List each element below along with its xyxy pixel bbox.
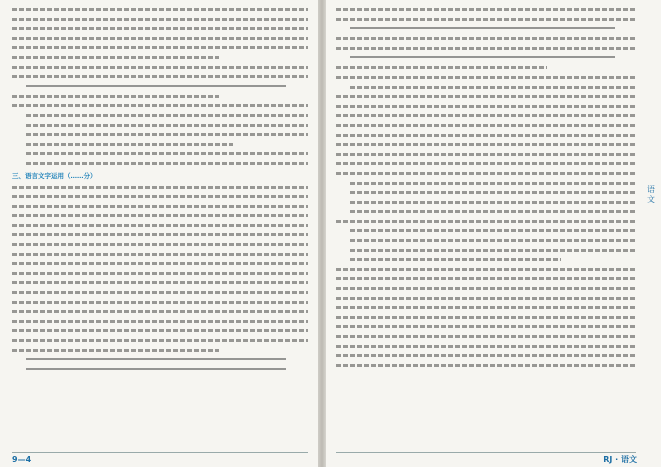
text-line — [336, 335, 637, 338]
text-line — [336, 354, 637, 357]
text-line — [12, 104, 308, 107]
text-line — [336, 306, 637, 309]
text-line — [12, 272, 308, 275]
text-line — [12, 27, 308, 30]
text-line — [26, 133, 308, 136]
text-line — [12, 186, 308, 189]
text-line — [26, 152, 308, 155]
text-line — [12, 262, 308, 265]
text-line — [12, 310, 308, 313]
text-line — [336, 105, 637, 108]
text-line — [12, 195, 308, 198]
text-line — [12, 253, 308, 256]
text-line — [12, 349, 219, 352]
text-line — [12, 18, 308, 21]
text-line — [350, 201, 637, 204]
text-line — [12, 66, 308, 69]
text-line — [336, 47, 637, 50]
answer-blank — [26, 368, 286, 370]
text-line — [336, 18, 637, 21]
text-line — [336, 114, 637, 117]
text-line — [336, 162, 637, 165]
text-line — [336, 316, 637, 319]
text-line — [350, 258, 561, 261]
text-line — [336, 268, 637, 271]
text-line — [336, 325, 637, 328]
text-line — [12, 339, 308, 342]
footer-rule — [336, 452, 636, 453]
text-line — [350, 210, 637, 213]
text-line — [336, 66, 547, 69]
page-number: 9—4 — [12, 455, 32, 464]
text-line — [12, 320, 308, 323]
text-line — [336, 345, 637, 348]
text-line — [12, 243, 308, 246]
text-line — [12, 233, 308, 236]
book-spine — [318, 0, 326, 467]
text-line — [336, 134, 637, 137]
text-line — [12, 95, 219, 98]
side-tab-label: 语文 — [647, 185, 655, 204]
text-line — [26, 114, 308, 117]
section-heading: 三、语言文字运用（……分） — [12, 171, 97, 180]
answer-blank — [26, 358, 286, 360]
text-line — [350, 229, 637, 232]
text-line — [336, 124, 637, 127]
left-page — [0, 0, 318, 467]
text-line — [26, 124, 308, 127]
page-footer-label: RJ · 语文 — [603, 455, 637, 464]
text-line — [26, 143, 233, 146]
text-line — [12, 8, 308, 11]
text-line — [12, 281, 308, 284]
text-line — [12, 329, 308, 332]
text-line — [336, 297, 637, 300]
answer-blank — [26, 85, 286, 87]
right-page — [326, 0, 661, 467]
text-line — [12, 301, 308, 304]
text-line — [336, 95, 637, 98]
text-line — [12, 291, 308, 294]
text-line — [350, 86, 637, 89]
text-line — [12, 214, 308, 217]
text-line — [12, 37, 308, 40]
text-line — [12, 75, 308, 78]
answer-blank — [350, 56, 615, 58]
text-line — [336, 76, 637, 79]
text-line — [336, 220, 637, 223]
text-line — [12, 224, 308, 227]
text-line — [12, 56, 219, 59]
text-line — [336, 364, 637, 367]
text-line — [336, 37, 637, 40]
text-line — [26, 162, 308, 165]
text-line — [336, 153, 637, 156]
text-line — [350, 191, 637, 194]
text-line — [350, 239, 637, 242]
text-line — [350, 249, 637, 252]
answer-blank — [350, 27, 615, 29]
text-line — [12, 205, 308, 208]
text-line — [336, 8, 637, 11]
text-line — [336, 277, 637, 280]
text-line — [336, 172, 637, 175]
text-line — [350, 182, 637, 185]
footer-rule — [12, 452, 308, 453]
text-line — [12, 46, 308, 49]
text-line — [336, 287, 637, 290]
text-line — [336, 143, 637, 146]
